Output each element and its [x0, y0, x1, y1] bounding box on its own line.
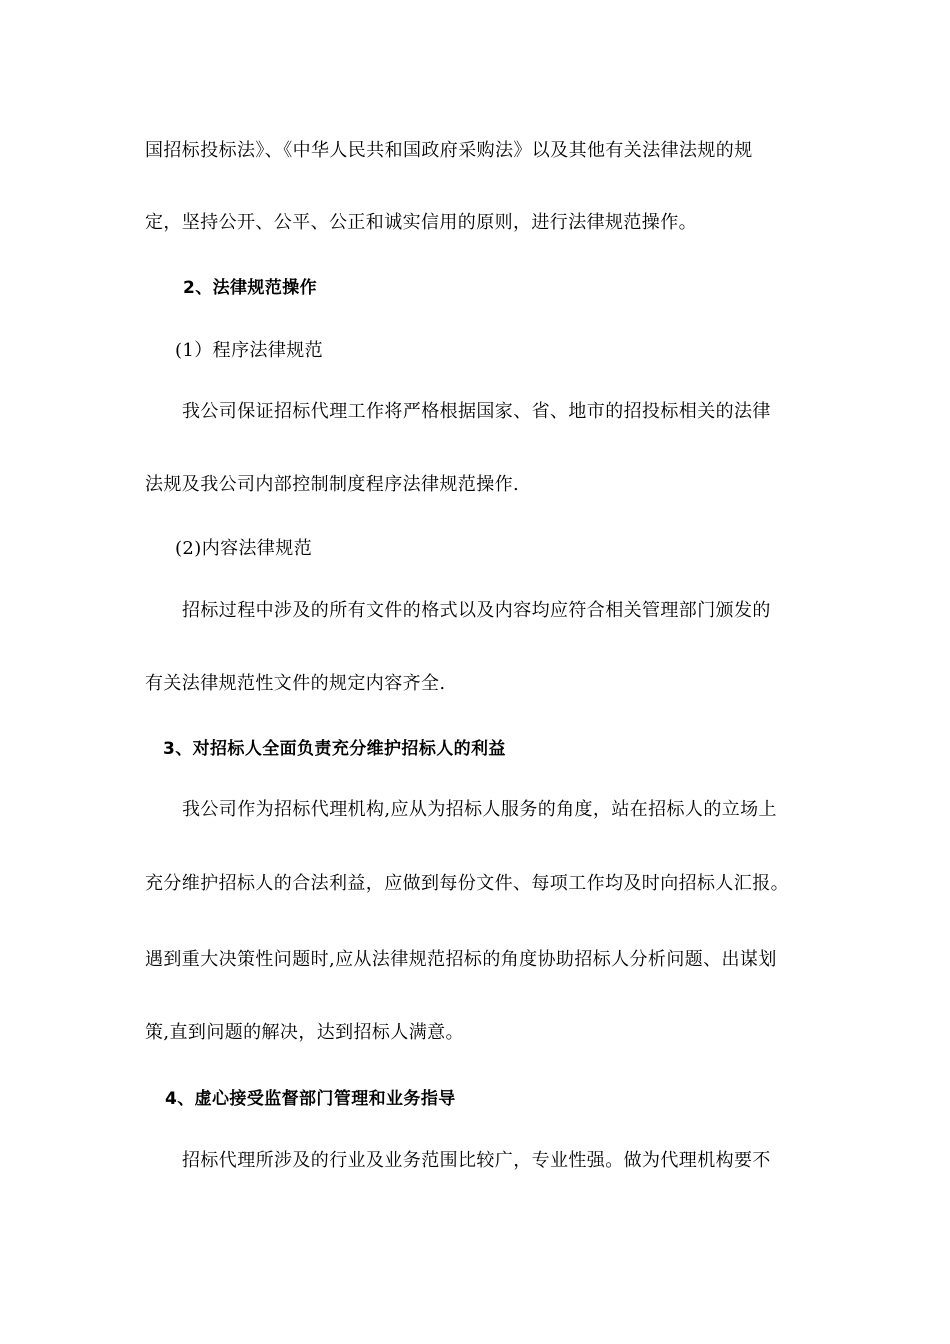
paragraph-line-6: 有关法律规范性文件的规定内容齐全. [145, 673, 446, 694]
paragraph-line-10: 策,直到问题的解决，达到招标人满意。 [145, 1022, 464, 1043]
paragraph-line-8: 充分维护招标人的合法利益，应做到每份文件、每项工作均及时向招标人汇报。 [145, 873, 789, 894]
paragraph-line-2: 定，坚持公开、公平、公正和诚实信用的原则，进行法律规范操作。 [145, 212, 697, 233]
subheading-procedure: (1）程序法律规范 [175, 340, 324, 361]
subheading-content: (2)内容法律规范 [175, 538, 313, 559]
paragraph-line-1: 国招标投标法》、《中华人民共和国政府采购法》以及其他有关法律法规的规 [145, 140, 753, 161]
paragraph-line-4: 法规及我公司内部控制制度程序法律规范操作. [145, 474, 520, 495]
section-heading-2: 2、法律规范操作 [183, 278, 318, 298]
section-heading-4: 4、虚心接受监督部门管理和业务指导 [165, 1089, 456, 1109]
paragraph-line-5: 招标过程中涉及的所有文件的格式以及内容均应符合相关管理部门颁发的 [182, 600, 771, 621]
paragraph-line-3: 我公司保证招标代理工作将严格根据国家、省、地市的招投标相关的法律 [182, 401, 771, 422]
paragraph-line-9: 遇到重大决策性问题时,应从法律规范招标的角度协助招标人分析问题、出谋划 [145, 949, 777, 970]
section-heading-3: 3、对招标人全面负责充分维护招标人的利益 [163, 739, 506, 759]
paragraph-line-11: 招标代理所涉及的行业及业务范围比较广，专业性强。做为代理机构要不 [182, 1150, 771, 1171]
paragraph-line-7: 我公司作为招标代理机构,应从为招标人服务的角度，站在招标人的立场上 [182, 799, 777, 820]
